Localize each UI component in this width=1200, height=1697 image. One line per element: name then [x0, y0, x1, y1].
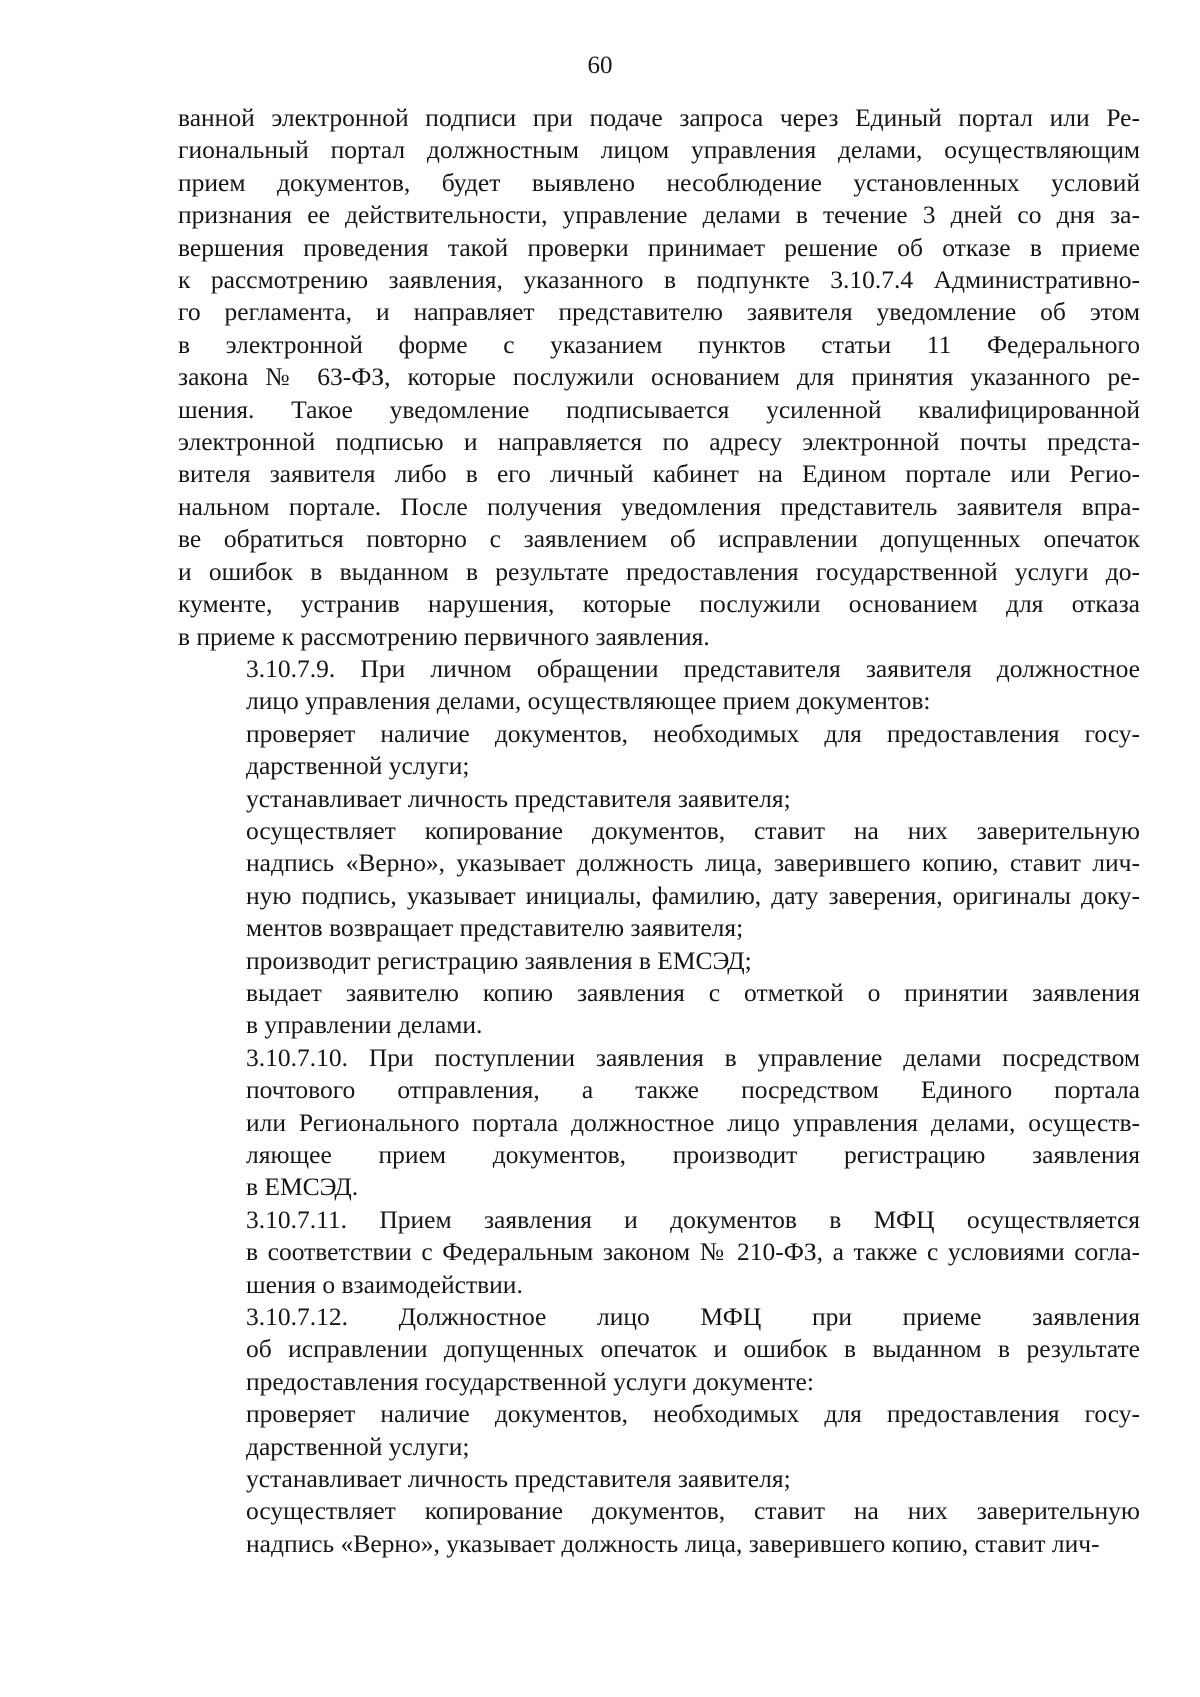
text-line: проверяет наличие документов, необходимых для предоставления госу-: [246, 1399, 1140, 1429]
text-line: дарственной услуги;: [246, 751, 470, 781]
text-line: устанавливает личность представителя заявителя;: [246, 783, 791, 813]
paragraph: [178, 783, 1140, 815]
text-line: ментов возвращает представителю заявителя;: [246, 913, 744, 943]
text-line: 3.10.7.10. При поступлении заявления в управление делами посредством: [246, 1042, 1140, 1072]
paragraph: [178, 718, 1140, 783]
paragraph: [178, 1495, 1140, 1560]
text-line: ве обратиться повторно с заявлением об исправлении допущенных опечаток: [178, 524, 1140, 554]
text-line: в соответствии с Федеральным законом № 210-ФЗ, а также с условиями согла-: [246, 1237, 1140, 1267]
text-line: электронной подписью и направляется по адресу электронной почты предста-: [178, 427, 1140, 457]
paragraph: [178, 653, 1140, 718]
text-line: в управлении делами.: [246, 1010, 483, 1040]
paragraph: [178, 945, 1140, 977]
text-line: или Регионального портала должностное лицо управления делами, осуществ-: [246, 1107, 1140, 1137]
paragraph: [178, 977, 1140, 1042]
text-line: лицо управления делами, осуществляющее прием документов:: [246, 686, 931, 716]
text-line: вершения проведения такой проверки принимает решение об отказе в приеме: [178, 232, 1140, 262]
text-line: ляющее прием документов, производит регистрацию заявления: [246, 1140, 1140, 1169]
text-line: в приеме к рассмотрению первичного заявления.: [178, 621, 710, 651]
text-line: го регламента, и направляет представителю заявителя уведомление об этом: [178, 297, 1140, 327]
page-number: 60: [587, 52, 613, 79]
text-line: в ЕМСЭД.: [246, 1172, 359, 1202]
text-line: об исправлении допущенных опечаток и ошибок в выданном в результате: [246, 1334, 1140, 1364]
text-line: выдает заявителю копию заявления с отметкой о принятии заявления: [246, 977, 1140, 1007]
text-line: осуществляет копирование документов, ставит на них заверительную: [246, 815, 1140, 845]
text-line: дарственной услуги;: [246, 1431, 470, 1461]
paragraph: [178, 1398, 1140, 1463]
text-line: 3.10.7.12. Должностное лицо МФЦ при приеме заявления: [246, 1302, 1140, 1332]
text-line: к рассмотрению заявления, указанного в подпункте 3.10.7.4 Административно-: [178, 265, 1140, 295]
paragraph: [178, 1204, 1140, 1301]
text-line: гиональный портал должностным лицом управления делами, осуществляющим: [178, 135, 1140, 165]
text-line: почтового отправления, а также посредством Единого портала: [246, 1075, 1140, 1105]
text-line: предоставления государственной услуги документе:: [246, 1366, 814, 1396]
text-line: шения. Такое уведомление подписывается усиленной квалифицированной: [178, 394, 1140, 424]
text-line: шения о взаимодействии.: [246, 1269, 523, 1299]
text-line: в электронной форме с указанием пунктов статьи 11 Федерального: [178, 329, 1140, 359]
paragraph: [178, 102, 1140, 653]
text-line: проверяет наличие документов, необходимых для предоставления госу-: [246, 718, 1140, 748]
paragraph: [178, 1042, 1140, 1204]
text-line: и ошибок в выданном в результате предоставления государственной услуги до-: [178, 556, 1140, 586]
text-line: надпись «Верно», указывает должность лица, заверившего копию, ставит лич-: [246, 1528, 1100, 1558]
text-line: 3.10.7.9. При личном обращении представителя заявителя должностное: [246, 653, 1140, 683]
text-line: производит регистрацию заявления в ЕМСЭД;: [246, 945, 752, 975]
text-line: надпись «Верно», указывает должность лица, заверившего копию, ставит лич-: [246, 848, 1140, 878]
text-line: прием документов, будет выявлено несоблюдение установленных условий: [178, 167, 1140, 197]
paragraph: [178, 1463, 1140, 1495]
text-line: ную подпись, указывает инициалы, фамилию, дату заверения, оригиналы доку-: [246, 880, 1140, 910]
text-line: нальном портале. После получения уведомления представитель заявителя впра-: [178, 491, 1140, 521]
text-line: ванной электронной подписи при подаче запроса через Единый портал или Ре-: [178, 103, 1140, 132]
text-line: признания ее действительности, управление делами в течение 3 дней со дня за-: [178, 200, 1140, 230]
text-line: вителя заявителя либо в его личный кабинет на Едином портале или Регио-: [178, 459, 1140, 489]
text-line: закона № 63-ФЗ, которые послужили основанием для принятия указанного ре-: [178, 362, 1140, 392]
text-line: осуществляет копирование документов, ставит на них заверительную: [246, 1496, 1140, 1526]
paragraph: [178, 1301, 1140, 1398]
text-line: кументе, устранив нарушения, которые послужили основанием для отказа: [178, 589, 1140, 619]
text-line: 3.10.7.11. Прием заявления и документов в МФЦ осуществляется: [246, 1204, 1140, 1234]
document-body: [178, 102, 1140, 1560]
paragraph: [178, 815, 1140, 945]
text-line: устанавливает личность представителя заявителя;: [246, 1464, 791, 1494]
